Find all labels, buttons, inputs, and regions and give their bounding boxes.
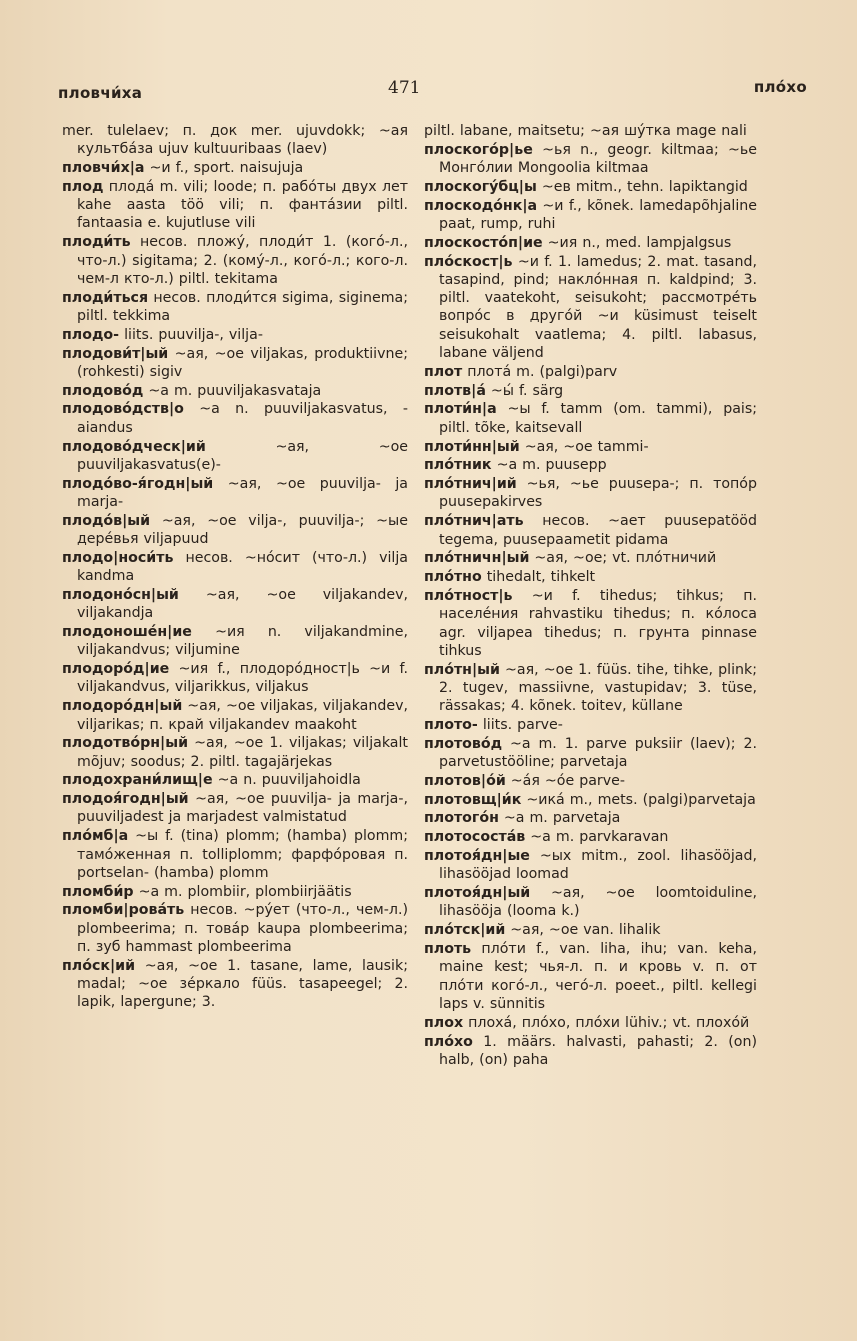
entry-translation: ~а m. puuviljakasvataja xyxy=(148,382,322,399)
dictionary-entry xyxy=(62,345,408,382)
entry-translation: ~ы f. (tina) plomm; (hamba) plomm; тамо́женная п. tolliplomm; фарфо́ровая п. portselan- (hamba) plomm xyxy=(77,828,408,881)
entry-translation: tihedalt, tihkelt xyxy=(486,569,596,586)
dictionary-entry xyxy=(62,233,408,288)
right-column xyxy=(424,122,757,1217)
entry-translation: ~ая, ~ое puuvilja- ja marja-, puuviljadest ja marjadest valmistatud xyxy=(77,791,408,826)
entry-translation: ~а n. puuviljakasvatus, -aiandus xyxy=(77,401,408,436)
entry-translation: несов. ~ру́ет (что-л., чем-л.) plombeerima; п. това́р kaupa plombeerima; п. зуб hammast plombeerima xyxy=(77,902,408,956)
dictionary-entry xyxy=(424,456,757,474)
entry-translation: ~ая, ~ое 1. füüs. tihe, tihke, plink; 2. tugev, massiivne, vastupidav; 3. tüse, rässakas; 4. kõnek. toitev, küllane xyxy=(439,661,757,715)
entry-translation: ~ия n., med. lampjalgsus xyxy=(547,234,732,251)
dictionary-entry xyxy=(62,549,408,586)
entry-translation: несов. пложу́, плоди́т 1. (кого́-л., что-л.) sigitama; 2. (кому́-л., кого́-л.; кого-л. чем-л кто-л.) piltl. tekitama xyxy=(77,234,408,287)
entry-translation: ~ая, ~ое 1. viljakas; viljakalt mõjuv; soodus; 2. piltl. tagajärjekas xyxy=(77,735,408,770)
entry-translation: ~ая, ~ое vilja-, puuvilja-; ~ые дере́вья viljapuud xyxy=(77,512,408,548)
dictionary-entry xyxy=(62,512,408,549)
dictionary-entry xyxy=(424,197,757,234)
entry-headword: плотоя́дн|ый xyxy=(424,885,531,902)
entry-headword: плоскогу́бц|ы xyxy=(424,178,537,195)
entry-headword: пловчи́х|а xyxy=(62,160,145,177)
dictionary-entry xyxy=(424,1014,757,1032)
dictionary-entry xyxy=(424,382,757,400)
entry-translation: ~ая, ~ое 1. tasane, lame, lausik; madal; ~ое зе́ркало füüs. tasapeegel; 2. lapik, lapergune; 3. xyxy=(77,957,408,1011)
entry-translation: ~ия n. viljakandmine, viljakandvus; viljumine xyxy=(77,624,408,659)
dictionary-entry xyxy=(62,623,408,660)
entry-headword: плодоро́д|ие xyxy=(62,661,170,678)
entry-translation: ~ая, ~ое; vt. пло́тничий xyxy=(534,550,717,567)
entry-headword: плодови́т|ый xyxy=(62,345,169,362)
dictionary-entry xyxy=(424,884,757,921)
entry-headword: плодо́во-я́годн|ый xyxy=(62,475,214,492)
dictionary-entry xyxy=(62,957,408,1012)
entry-headword: плото- xyxy=(424,717,478,733)
entry-translation: ~а n. puuviljahoidla xyxy=(217,772,361,789)
dictionary-entry xyxy=(424,791,757,809)
entry-headword: плодо́в|ый xyxy=(62,512,151,529)
entry-headword: плох xyxy=(424,1014,464,1031)
entry-translation: ~ая, ~ое viljakandev, viljakandja xyxy=(77,586,408,622)
entry-headword: пло́мб|а xyxy=(62,828,129,845)
dictionary-entry xyxy=(424,178,757,196)
entry-headword: плодово́дств|о xyxy=(62,401,184,418)
entry-headword: плоскодо́нк|а xyxy=(424,197,538,214)
entry-headword: плодоноше́н|ие xyxy=(62,624,192,641)
dictionary-entry xyxy=(424,772,757,790)
entry-headword: пло́тник xyxy=(424,457,492,474)
entry-translation: плода́ m. vili; loode; п. рабо́ты двух лет kahe aasta töö vili; п. фанта́зии piltl. fantaasia e. kujutluse vili xyxy=(77,178,408,232)
dictionary-entry xyxy=(62,660,408,697)
dictionary-entry xyxy=(424,400,757,437)
dictionary-entry xyxy=(62,790,408,827)
entry-headword: пло́тнич|ать xyxy=(424,513,524,530)
entry-translation: liits. parve- xyxy=(482,717,563,733)
entry-headword: плодотво́рн|ый xyxy=(62,735,189,752)
dictionary-entry xyxy=(62,771,408,789)
page-number: 471 xyxy=(388,78,421,98)
dictionary-entry xyxy=(424,921,757,939)
entry-translation: пло́ти f., van. liha, ihu; van. keha, maine kest; чья-л. п. и кровь v. п. от пло́ти кого́-л., чего́-л. poeet., piltl. kellegi laps v. sünnitis xyxy=(439,941,757,1012)
entry-headword: пло́тнич|ий xyxy=(424,476,517,493)
entry-headword: пло́скост|ь xyxy=(424,253,513,270)
entry-headword: пло́тност|ь xyxy=(424,587,513,604)
entry-translation: ~ия f., плодоро́дност|ь ~и f. viljakandvus, viljarikkus, viljakus xyxy=(77,661,408,696)
entry-translation: ~и f. 1. lamedus; 2. mat. tasand, tasapind, pind; накло́нная п. kaldpind; 3. piltl. vaatekoht, seisukoht; рассмотре́ть вопро́с в друго́й ~и küsimust teiselt seisukohalt vaatlema; 4. piltl. labasus, labane väljend xyxy=(439,253,757,362)
entry-translation: ~ья n., geogr. kiltmaa; ~ье Монго́лии Mongoolia kiltmaa xyxy=(439,141,757,177)
entry-translation: ~а m. parvetaja xyxy=(503,810,621,827)
entry-translation: ~а m. 1. parve puksiir (laev); 2. parvetustööline; parvetaja xyxy=(439,735,757,771)
entry-headword: плодохрани́лищ|е xyxy=(62,772,213,789)
dictionary-entry xyxy=(62,382,408,400)
dictionary-entry xyxy=(424,809,757,827)
entry-translation: несов. плоди́тся sigima, siginema; piltl. tekkima xyxy=(77,289,408,324)
entry-headword: пломби́р xyxy=(62,883,134,900)
dictionary-entry xyxy=(62,400,408,437)
entry-translation: ~ых mitm., zool. lihasööjad, lihasööjad loomad xyxy=(439,848,757,883)
entry-translation: ~ая, ~ое puuvilja- ja marja- xyxy=(77,475,408,510)
entry-headword: плоть xyxy=(424,941,472,958)
entry-headword: плоского́р|ье xyxy=(424,141,533,158)
dictionary-entry xyxy=(424,475,757,512)
entry-headword: плот xyxy=(424,363,463,380)
entry-translation: ~ья, ~ье puusepa-; п. топо́р puusepakirves xyxy=(439,476,757,511)
entry-headword: плоскосто́п|ие xyxy=(424,234,543,251)
entry-translation: ~ев mitm., tehn. lapiktangid xyxy=(541,178,748,195)
entry-headword: плотов|о́й xyxy=(424,772,506,789)
entry-headword: плодоно́сн|ый xyxy=(62,586,179,603)
dictionary-entry xyxy=(424,735,757,772)
entry-translation: ~ая, ~ое viljakas, viljakandev, viljarikas; п. край viljakandev maakoht xyxy=(77,698,408,733)
dictionary-entry xyxy=(62,734,408,771)
dictionary-entry xyxy=(62,475,408,512)
entry-translation: ~и f., sport. naisujuja xyxy=(149,160,304,177)
dictionary-entry xyxy=(424,828,757,846)
dictionary-entry xyxy=(424,587,757,660)
entry-headword: плоти́н|а xyxy=(424,401,497,418)
dictionary-entry xyxy=(424,141,757,178)
dictionary-entry xyxy=(62,697,408,734)
entry-translation: плота́ m. (palgi)parv xyxy=(467,363,618,380)
dictionary-entry xyxy=(424,253,757,363)
dictionary-entry xyxy=(62,883,408,901)
dictionary-entry xyxy=(424,940,757,1013)
dictionary-entry xyxy=(62,438,408,475)
entry-headword: пло́тничн|ый xyxy=(424,550,530,567)
entry-translation: ~ая, ~ое loomtoiduline, lihasööja (looma k.) xyxy=(439,885,757,920)
entry-translation: liits. puuvilja-, vilja- xyxy=(124,326,263,343)
dictionary-entry xyxy=(62,901,408,956)
entry-translation: ~а m. puusepp xyxy=(496,457,607,474)
left-column xyxy=(62,122,408,1327)
entry-headword: плодо|носи́ть xyxy=(62,549,174,566)
entry-headword: плоди́ть xyxy=(62,234,131,251)
entry-translation: ~и f. tihedus; tihkus; п. населе́ния rahvastiku tihedus; п. ко́лоса agr. viljapea tihedus; п. грунта pinnase tihkus xyxy=(439,587,757,659)
header-last-headword: пло́хо xyxy=(753,78,807,96)
entry-headword: плоти́нн|ый xyxy=(424,438,520,455)
dictionary-entry xyxy=(424,661,757,716)
header-first-headword: пловчи́ха xyxy=(58,84,143,102)
dictionary-entry xyxy=(424,549,757,567)
entry-translation: ~а m. parvkaravan xyxy=(530,829,669,846)
dictionary-entry xyxy=(424,363,757,381)
entry-translation: ~ая, ~ое van. lihalik xyxy=(510,922,661,939)
entry-headword: пло́тн|ый xyxy=(424,661,500,678)
entry-translation: ~ая, ~ое tammi- xyxy=(524,438,649,455)
entry-headword: пло́тно xyxy=(424,569,482,586)
entry-translation: ~ая, ~ое viljakas, produktiivne; (rohkesti) sigiv xyxy=(77,345,408,380)
dictionary-entry xyxy=(62,178,408,233)
entry-translation: ~ая, ~ое puuviljakasvatus(e)- xyxy=(77,438,408,473)
entry-headword: плотососта́в xyxy=(424,829,526,846)
entry-translation: ~ы́ f. särg xyxy=(490,382,564,399)
entry-translation: ~ы f. tamm (om. tammi), pais; piltl. tõke, kaitsevall xyxy=(439,401,757,436)
entry-translation: piltl. labane, maitsetu; ~ая шу́тка mage nali xyxy=(424,123,747,139)
entry-headword: плодоро́дн|ый xyxy=(62,698,183,715)
dictionary-entry xyxy=(424,568,757,586)
dictionary-entry xyxy=(424,438,757,456)
entry-headword: плотоя́дн|ые xyxy=(424,848,530,865)
entry-headword: пло́ск|ий xyxy=(62,957,136,974)
entry-translation: mer. tulelaev; п. док mer. ujuvdokk; ~ая культба́за ujuv kultuuribaas (laev) xyxy=(62,123,408,158)
entry-translation: несов. ~ает puusepatööd tegema, puusepaametit pidama xyxy=(439,513,757,548)
entry-translation: ~ика́ m., mets. (palgi)parvetaja xyxy=(526,791,756,808)
entry-headword: плоди́ться xyxy=(62,289,149,306)
dictionary-entry xyxy=(62,586,408,623)
entry-headword: плотого́н xyxy=(424,810,499,827)
entry-headword: пломби|рова́ть xyxy=(62,902,185,919)
dictionary-entry xyxy=(424,1033,757,1070)
entry-headword: плодоя́годн|ый xyxy=(62,791,189,808)
entry-translation: несов. ~но́сит (что-л.) vilja kandma xyxy=(77,549,408,585)
entry-headword: плодово́дческ|ий xyxy=(62,438,206,455)
entry-translation: ~а m. plombiir, plombiirjäätis xyxy=(138,883,352,900)
dictionary-entry xyxy=(62,122,408,159)
dictionary-entry xyxy=(424,122,757,140)
dictionary-entry xyxy=(62,326,408,344)
dictionary-entry xyxy=(62,159,408,177)
entry-translation: ~а́я ~о́е parve- xyxy=(510,772,625,789)
entry-translation: ~и f., kõnek. lamedapõhjaline paat, rump, ruhi xyxy=(439,197,757,232)
entry-headword: плод xyxy=(62,178,104,195)
dictionary-entry xyxy=(424,512,757,549)
entry-translation: 1. määrs. halvasti, pahasti; 2. (on) halb, (on) paha xyxy=(439,1033,757,1068)
dictionary-entry xyxy=(62,289,408,326)
entry-headword: пло́хо xyxy=(424,1033,473,1050)
entry-headword: пло́тск|ий xyxy=(424,922,506,939)
entry-headword: плотовщ|и́к xyxy=(424,791,522,808)
dictionary-entry xyxy=(62,827,408,882)
dictionary-entry xyxy=(424,716,757,734)
entry-headword: плодо- xyxy=(62,326,120,343)
dictionary-entry xyxy=(424,847,757,884)
dictionary-entry xyxy=(424,234,757,252)
entry-headword: плодово́д xyxy=(62,382,144,399)
entry-headword: плотово́д xyxy=(424,735,503,752)
entry-translation: плоха́, пло́хо, пло́хи lühiv.; vt. плохо́й xyxy=(468,1014,750,1031)
page-header xyxy=(58,78,807,104)
entry-headword: плотв|а́ xyxy=(424,382,486,399)
